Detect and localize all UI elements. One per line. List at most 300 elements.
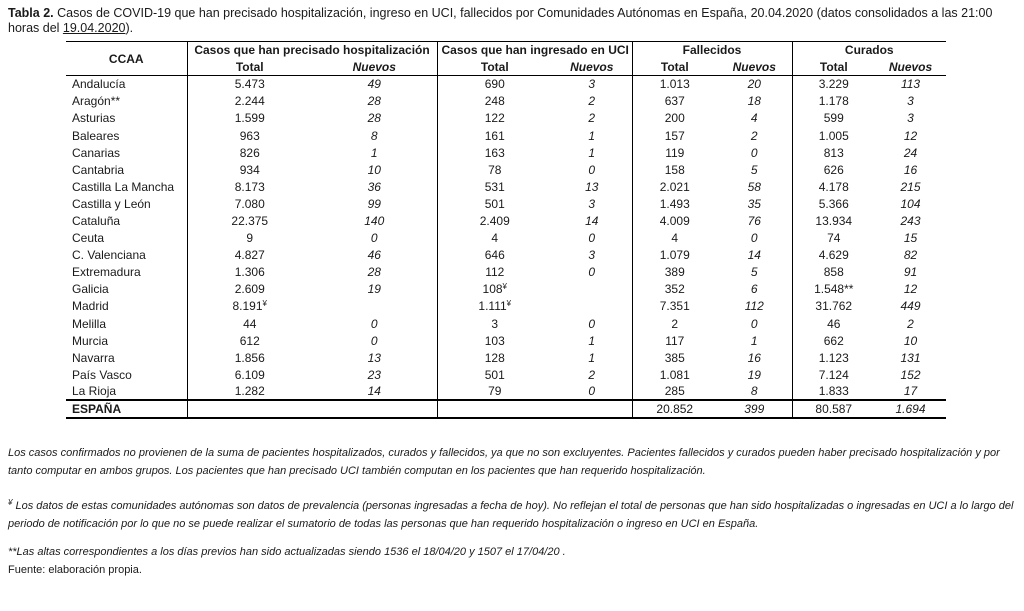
cur-nuevos-value: 449 <box>900 299 921 314</box>
uci-nuevos <box>552 195 632 212</box>
hosp-total <box>187 93 312 110</box>
fall-nuevos <box>717 383 792 400</box>
cur-nuevos-value: 113 <box>900 77 921 92</box>
fall-nuevos-value: 6 <box>750 282 758 297</box>
note-prevalencia <box>8 497 1018 533</box>
hosp-nuevos-value: 0 <box>370 333 378 348</box>
cur-nuevos-value: 24 <box>903 145 918 160</box>
cur-nuevos <box>875 144 946 161</box>
fall-total <box>632 178 717 195</box>
hosp-total <box>187 110 312 127</box>
fall-total-value: 1.013 <box>659 77 690 92</box>
cur-nuevos <box>875 212 946 229</box>
uci-total-value: 646 <box>484 248 505 263</box>
hosp-total-value: 1.856 <box>234 350 265 365</box>
row-name <box>66 195 187 212</box>
hosp-total <box>187 144 312 161</box>
fall-total <box>632 298 717 315</box>
uci-nuevos <box>552 127 632 144</box>
fall-nuevos <box>717 315 792 332</box>
fall-nuevos-value: 2 <box>750 128 758 143</box>
hosp-total <box>187 247 312 264</box>
hosp-nuevos-value: 10 <box>367 162 381 177</box>
header-hospitalizacion: Casos que han precisado hospitalización <box>187 42 437 59</box>
uci-total-value: 163 <box>484 145 505 160</box>
cur-nuevos <box>875 281 946 298</box>
hosp-nuevos-value: 46 <box>367 248 381 263</box>
hosp-total <box>187 315 312 332</box>
row-name <box>66 315 187 332</box>
cur-total <box>792 298 875 315</box>
uci-total-value: 112 <box>485 265 505 280</box>
row-name <box>66 298 187 315</box>
cur-total-value: 1.123 <box>818 350 849 365</box>
uci-nuevos <box>552 76 632 93</box>
hosp-nuevos-value: 49 <box>367 77 381 92</box>
cur-total-value: 31.762 <box>815 299 853 314</box>
fall-nuevos <box>717 195 792 212</box>
covid-table <box>66 41 946 419</box>
source-note: Fuente: elaboración propia. <box>8 564 142 576</box>
fall-total <box>632 76 717 93</box>
uci-nuevos <box>552 281 632 298</box>
hosp-total <box>187 127 312 144</box>
header-uci: Casos que han ingresado en UCI <box>437 42 632 59</box>
fall-nuevos <box>717 366 792 383</box>
fall-total-value: 385 <box>664 350 685 365</box>
fall-nuevos <box>717 76 792 93</box>
fall-nuevos-value: 18 <box>747 94 761 109</box>
fall-total <box>632 127 717 144</box>
hosp-total <box>187 178 312 195</box>
hosp-nuevos-value: 0 <box>370 316 378 331</box>
fall-nuevos-value: 1 <box>750 333 758 348</box>
uci-nuevos <box>552 332 632 349</box>
caption-label: Tabla 2. <box>8 6 54 20</box>
row-name-value: Asturias <box>72 111 116 126</box>
uci-total <box>437 315 552 332</box>
uci-total-value: 161 <box>484 128 505 143</box>
uci-nuevos <box>552 93 632 110</box>
cur-nuevos <box>875 110 946 127</box>
prevalence-mark: ¥ <box>506 299 512 309</box>
row-name-value: Navarra <box>72 350 115 365</box>
uci-nuevos-value: 2 <box>588 367 596 382</box>
row-name-value: Melilla <box>72 316 107 331</box>
total-uci-nuevos <box>552 400 632 418</box>
table-row <box>66 76 946 93</box>
row-name <box>66 110 187 127</box>
hosp-nuevos-value: 1 <box>370 145 378 160</box>
cur-total <box>792 195 875 212</box>
hosp-nuevos <box>312 127 437 144</box>
uci-total <box>437 127 552 144</box>
total-row <box>66 400 946 418</box>
row-name-value: Baleares <box>72 128 120 143</box>
hosp-total-value: 2.244 <box>234 94 265 109</box>
hosp-total <box>187 298 312 315</box>
table-row <box>66 161 946 178</box>
cur-total <box>792 144 875 161</box>
uci-total-value: 248 <box>484 94 505 109</box>
hosp-nuevos <box>312 230 437 247</box>
hosp-nuevos-value: 140 <box>364 213 385 228</box>
uci-nuevos-value: 0 <box>588 384 596 399</box>
cur-nuevos <box>875 247 946 264</box>
cur-nuevos <box>875 366 946 383</box>
header-fallecidos: Fallecidos <box>632 42 792 59</box>
fall-total <box>632 332 717 349</box>
header-fall-total: Total <box>632 59 717 76</box>
uci-nuevos-value: 1 <box>588 145 596 160</box>
uci-total <box>437 76 552 93</box>
cur-nuevos <box>875 93 946 110</box>
note-prevalencia-text: Los datos de estas comunidades autónomas son datos de prevalencia (personas ingresadas a fecha de hoy). No reflejan el total de personas que han sido hospitalizadas o ingresadas en UCI a lo largo del periodo de notificación por lo que no se puede realizar el sumatorio de todas las personas que han requerido hospitalización o ingreso en UCI en España. <box>8 500 1014 530</box>
fall-nuevos-value: 4 <box>750 111 758 126</box>
hosp-nuevos <box>312 178 437 195</box>
cur-total-value: 858 <box>823 265 844 280</box>
row-name <box>66 230 187 247</box>
cur-nuevos <box>875 264 946 281</box>
hosp-nuevos <box>312 332 437 349</box>
uci-nuevos <box>552 247 632 264</box>
fall-total-value: 1.493 <box>659 196 690 211</box>
cur-nuevos-value: 131 <box>900 350 921 365</box>
cur-total-value: 7.124 <box>818 367 849 382</box>
uci-nuevos <box>552 366 632 383</box>
total-name: ESPAÑA <box>66 400 187 418</box>
cur-total-value: 1.005 <box>818 128 849 143</box>
uci-nuevos-value: 0 <box>588 231 596 246</box>
cur-nuevos-value: 10 <box>903 333 918 348</box>
hosp-nuevos-value: 14 <box>367 384 381 399</box>
fall-nuevos <box>717 332 792 349</box>
row-name <box>66 212 187 229</box>
fall-total-value: 389 <box>664 265 685 280</box>
cur-nuevos-value: 104 <box>900 196 921 211</box>
header-hosp-total: Total <box>187 59 312 76</box>
fall-nuevos <box>717 110 792 127</box>
fall-total <box>632 383 717 400</box>
uci-total <box>437 93 552 110</box>
row-name <box>66 127 187 144</box>
fall-nuevos <box>717 144 792 161</box>
uci-nuevos <box>552 383 632 400</box>
fall-nuevos-value: 5 <box>750 162 758 177</box>
fall-total <box>632 161 717 178</box>
uci-nuevos <box>552 178 632 195</box>
fall-nuevos <box>717 247 792 264</box>
fall-total-value: 352 <box>664 282 685 297</box>
uci-total-value: 4 <box>491 231 499 246</box>
cur-total-value: 4.178 <box>818 179 849 194</box>
cur-total-value: 662 <box>823 333 844 348</box>
row-name-value: Castilla y León <box>72 196 151 211</box>
header-cur-nuevos: Nuevos <box>875 59 946 76</box>
cur-total <box>792 161 875 178</box>
note-prevalencia-mark: ¥ <box>8 498 13 507</box>
uci-nuevos-value: 0 <box>588 162 596 177</box>
table-row <box>66 264 946 281</box>
fall-total <box>632 281 717 298</box>
cur-total-value: 599 <box>823 111 844 126</box>
table-row <box>66 144 946 161</box>
uci-nuevos-value: 14 <box>585 213 599 228</box>
header-uci-total: Total <box>437 59 552 76</box>
row-name-value: Cataluña <box>72 213 121 228</box>
cur-nuevos-value: 12 <box>903 128 918 143</box>
hosp-nuevos-value: 28 <box>367 111 381 126</box>
uci-total-value: 78 <box>488 162 502 177</box>
note-altas: **Las altas correspondientes a los días previos han sido actualizadas siendo 1536 el 18/04/20 y 1507 el 17/04/20 . <box>8 546 566 558</box>
header-curados: Curados <box>792 42 946 59</box>
cur-total-value: 13.934 <box>815 213 853 228</box>
cur-total <box>792 230 875 247</box>
hosp-total <box>187 161 312 178</box>
hosp-total-value: 612 <box>239 333 260 348</box>
total-cur-total: 80.587 <box>792 400 875 418</box>
cur-nuevos-value: 243 <box>900 213 921 228</box>
hosp-total-value: 22.375 <box>231 213 269 228</box>
row-name <box>66 264 187 281</box>
fall-nuevos <box>717 212 792 229</box>
row-name <box>66 93 187 110</box>
fall-nuevos-value: 0 <box>750 231 758 246</box>
table-row <box>66 195 946 212</box>
hosp-nuevos <box>312 76 437 93</box>
table-row <box>66 93 946 110</box>
fall-total <box>632 230 717 247</box>
table-row <box>66 127 946 144</box>
fall-total <box>632 349 717 366</box>
hosp-total <box>187 264 312 281</box>
row-name-value: Castilla La Mancha <box>72 179 175 194</box>
row-name <box>66 349 187 366</box>
uci-total <box>437 366 552 383</box>
cur-nuevos <box>875 178 946 195</box>
hosp-nuevos-value: 28 <box>367 94 381 109</box>
hosp-nuevos <box>312 366 437 383</box>
cur-nuevos-value: 12 <box>903 282 918 297</box>
uci-nuevos-value: 3 <box>588 77 596 92</box>
uci-total-value: 2.409 <box>479 213 510 228</box>
hosp-total <box>187 281 312 298</box>
table-row <box>66 349 946 366</box>
fall-total-value: 2.021 <box>659 179 690 194</box>
cur-total-value: 1.548** <box>814 282 854 297</box>
fall-total-value: 4 <box>671 231 679 246</box>
hosp-total-value: 44 <box>243 316 257 331</box>
cur-total <box>792 127 875 144</box>
row-name <box>66 144 187 161</box>
uci-total-value: 501 <box>484 367 505 382</box>
hosp-total <box>187 195 312 212</box>
fall-total-value: 1.079 <box>659 248 690 263</box>
hosp-nuevos <box>312 212 437 229</box>
fall-nuevos-value: 76 <box>747 213 761 228</box>
table-row <box>66 298 946 315</box>
uci-total <box>437 332 552 349</box>
hosp-nuevos-value: 19 <box>367 282 381 297</box>
row-name <box>66 247 187 264</box>
uci-total <box>437 110 552 127</box>
fall-nuevos <box>717 178 792 195</box>
uci-total <box>437 144 552 161</box>
header-row-groups <box>66 42 946 59</box>
table-row <box>66 247 946 264</box>
hosp-total-value: 5.473 <box>234 77 265 92</box>
hosp-total <box>187 230 312 247</box>
fall-total-value: 119 <box>665 145 685 160</box>
hosp-nuevos <box>312 110 437 127</box>
hosp-nuevos <box>312 281 437 298</box>
row-name <box>66 332 187 349</box>
row-name-value: Cantabria <box>72 162 125 177</box>
fall-total-value: 7.351 <box>659 299 690 314</box>
uci-nuevos <box>552 349 632 366</box>
fall-total <box>632 264 717 281</box>
row-name <box>66 281 187 298</box>
hosp-nuevos <box>312 298 437 315</box>
cur-total-value: 46 <box>827 316 841 331</box>
cur-total <box>792 366 875 383</box>
fall-total-value: 157 <box>664 128 685 143</box>
table-row <box>66 332 946 349</box>
fall-nuevos-value: 112 <box>744 299 764 314</box>
note-excluyentes: Los casos confirmados no provienen de la suma de pacientes hospitalizados, curados y fallecidos, ya que no son excluyentes. Pacientes fallecidos y curados pueden haber precisado hospitalización y por tanto computar en ambos grupos. Los pacientes que han precisado UCI también computan en los pacientes que han requerido hospitalización. <box>8 447 1000 477</box>
total-uci-total <box>437 400 552 418</box>
header-ccaa: CCAA <box>66 42 187 76</box>
cur-nuevos-value: 152 <box>900 367 921 382</box>
fall-nuevos <box>717 127 792 144</box>
fall-nuevos <box>717 161 792 178</box>
hosp-total-value: 8.191 <box>232 299 263 314</box>
fall-nuevos-value: 0 <box>750 316 758 331</box>
hosp-total-value: 934 <box>239 162 260 177</box>
cur-nuevos <box>875 315 946 332</box>
uci-total-value: 108 <box>482 282 503 297</box>
fall-total <box>632 315 717 332</box>
uci-total-value: 3 <box>491 316 499 331</box>
hosp-nuevos <box>312 161 437 178</box>
uci-nuevos <box>552 264 632 281</box>
fall-nuevos-value: 0 <box>750 145 758 160</box>
table-row <box>66 281 946 298</box>
hosp-total-value: 963 <box>239 128 260 143</box>
hosp-nuevos <box>312 195 437 212</box>
hosp-total-value: 2.609 <box>234 282 265 297</box>
uci-total <box>437 383 552 400</box>
uci-nuevos-value: 3 <box>588 196 596 211</box>
uci-total-value: 128 <box>484 350 505 365</box>
uci-nuevos-value: 3 <box>588 248 596 263</box>
uci-total-value: 690 <box>484 77 505 92</box>
uci-total <box>437 230 552 247</box>
cur-total-value: 74 <box>827 231 841 246</box>
fall-total-value: 1.081 <box>659 367 690 382</box>
fall-nuevos <box>717 264 792 281</box>
cur-total <box>792 212 875 229</box>
uci-nuevos <box>552 315 632 332</box>
row-name-value: Andalucía <box>72 77 126 92</box>
header-row-sub <box>66 59 946 76</box>
hosp-nuevos-value: 23 <box>367 367 381 382</box>
fall-nuevos <box>717 281 792 298</box>
uci-nuevos-value: 13 <box>585 179 599 194</box>
fall-nuevos <box>717 349 792 366</box>
fall-total-value: 2 <box>671 316 679 331</box>
cur-nuevos-value: 91 <box>903 265 918 280</box>
fall-nuevos-value: 35 <box>747 196 761 211</box>
total-cur-nuevos: 1.694 <box>875 400 946 418</box>
hosp-total-value: 1.306 <box>234 265 265 280</box>
header-cur-total: Total <box>792 59 875 76</box>
row-name-value: Extremadura <box>72 265 141 280</box>
fall-nuevos <box>717 230 792 247</box>
hosp-nuevos <box>312 93 437 110</box>
fall-nuevos-value: 16 <box>747 350 761 365</box>
hosp-total-value: 826 <box>239 145 260 160</box>
row-name-value: Madrid <box>72 299 109 314</box>
hosp-total-value: 1.599 <box>234 111 265 126</box>
cur-total <box>792 315 875 332</box>
fall-total <box>632 110 717 127</box>
table-row <box>66 110 946 127</box>
uci-total <box>437 349 552 366</box>
fall-total-value: 285 <box>664 384 685 399</box>
uci-total <box>437 195 552 212</box>
hosp-total-value: 7.080 <box>234 196 265 211</box>
prevalence-mark: ¥ <box>502 282 507 292</box>
fall-nuevos-value: 19 <box>747 367 761 382</box>
cur-total-value: 5.366 <box>818 196 849 211</box>
uci-nuevos-value: 1 <box>588 350 596 365</box>
cur-total <box>792 247 875 264</box>
fall-total-value: 4.009 <box>659 213 690 228</box>
cur-nuevos-value: 82 <box>903 248 918 263</box>
uci-nuevos-value: 1 <box>588 333 596 348</box>
fall-total-value: 200 <box>664 111 685 126</box>
cur-total <box>792 332 875 349</box>
cur-nuevos-value: 215 <box>900 179 921 194</box>
fall-total-value: 637 <box>664 94 685 109</box>
prevalence-mark: ¥ <box>262 299 267 309</box>
cur-total-value: 813 <box>823 145 844 160</box>
row-name-value: País Vasco <box>72 367 132 382</box>
hosp-total <box>187 349 312 366</box>
row-name <box>66 161 187 178</box>
row-name-value: Murcia <box>72 333 109 348</box>
hosp-nuevos <box>312 264 437 281</box>
cur-nuevos-value: 16 <box>903 162 918 177</box>
cur-nuevos-value: 2 <box>907 316 914 331</box>
row-name-value: La Rioja <box>72 384 117 399</box>
cur-nuevos <box>875 383 946 400</box>
fall-total-value: 117 <box>665 333 685 348</box>
table-row <box>66 366 946 383</box>
caption-text: Casos de COVID-19 que han precisado hospitalización, ingreso en UCI, fallecidos por Comunidades Autónomas en España, 20.04.2020 (datos consolidados a las 21:00 horas del <box>8 6 993 35</box>
cur-total <box>792 264 875 281</box>
hosp-nuevos <box>312 383 437 400</box>
fall-total <box>632 144 717 161</box>
hosp-nuevos-value: 99 <box>367 196 381 211</box>
cur-nuevos-value: 15 <box>903 231 918 246</box>
fall-total <box>632 93 717 110</box>
uci-nuevos <box>552 212 632 229</box>
uci-nuevos-value: 1 <box>588 128 596 143</box>
uci-nuevos-value: 0 <box>588 265 596 280</box>
fall-nuevos-value: 5 <box>750 265 758 280</box>
